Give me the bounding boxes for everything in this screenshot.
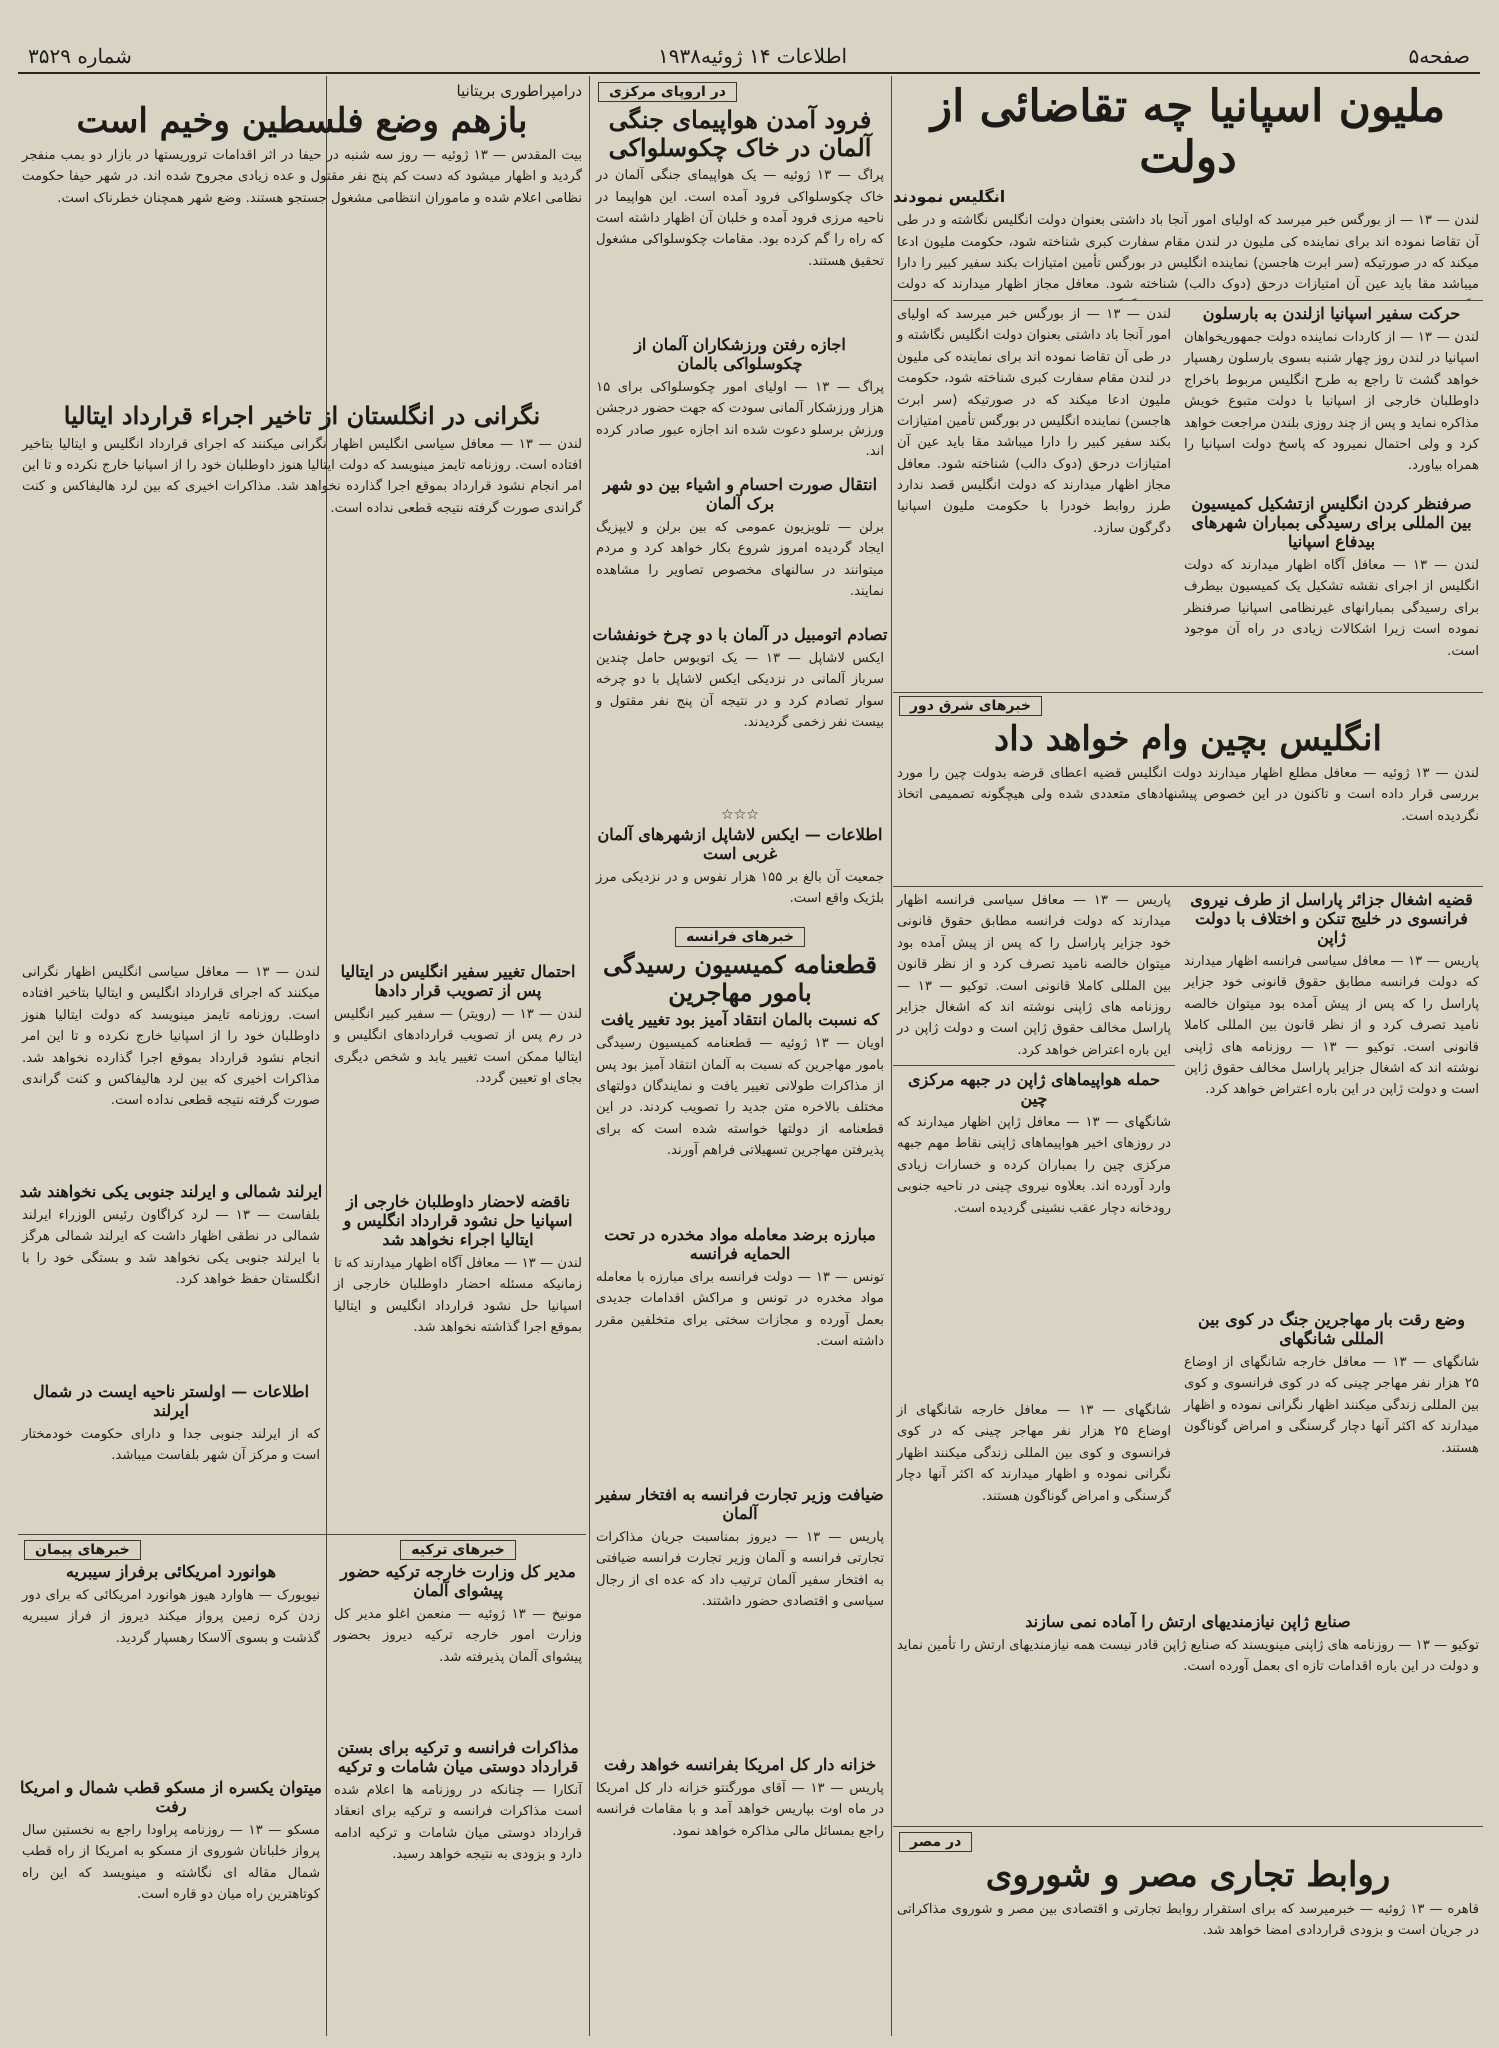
headline: قضیه اشغال جزائر پاراسل از طرف نیروی فرانسوی در خلیج تنکن و اختلاف با دولت ژاپن — [1190, 890, 1473, 947]
headline: انگلیس بچین وام خواهد داد — [994, 719, 1382, 759]
article-athletes — [592, 335, 888, 475]
article-paracel-islands — [1180, 890, 1483, 1310]
article-shanghai-cont — [893, 1400, 1175, 1610]
article-body: مسکو — ۱۳ — روزنامه پراودا راجع به نخستین سال پرواز خلبانان شوروی از مسکو به امریکا از راه قطب شمال مقاله ای نگاشته و مینویسد که این راه کوتاهترین راه میان دو قاره است. — [22, 1823, 320, 1903]
article-moscow-pole — [18, 1778, 324, 2040]
headline: حمله هواپیماهای ژاپن در جبهه مرکزی چین — [908, 1070, 1160, 1108]
article-spain-continued — [893, 304, 1175, 689]
headline: روابط تجاری مصر و شوروی — [985, 1855, 1391, 1895]
headline: میتوان یکسره از مسکو قطب شمال و امریکا رفت — [20, 1778, 322, 1816]
article-body: پاریس — ۱۳ — آقای مورگنتو خزانه دار کل امریکا در ماه اوت بپاریس خواهد آمد و با مقامات فرانسه راجع بمسائل مالی مذاکره خواهد نمود. — [596, 1781, 884, 1839]
article-bombing-commission — [1180, 494, 1483, 689]
headline: مبارزه برضد معامله مواد مخدره در تحت الحمایه فرانسه — [604, 1225, 876, 1263]
article-body: که از ایرلند جنوبی جدا و دارای حکومت خودمختار است و مرکز آن شهر بلفاست میباشد. — [22, 1427, 320, 1464]
article-refugee-commission — [592, 925, 888, 1225]
article-body: جمعیت آن بالغ بر ۱۵۵ هزار نفوس و در نزدیکی مرز بلژیک واقع است. — [596, 870, 885, 907]
section-label: خبرهای پیمان — [24, 1540, 141, 1560]
column-rule — [589, 76, 590, 2036]
headline: نگرانی در انگلستان از تاخیر اجراء قرارداد ایتالیا — [63, 401, 541, 430]
article-television — [592, 475, 888, 625]
article-body: اویان — ۱۳ ژوئیه — قطعنامه کمیسیون رسیدگی بامور مهاجرین که نسبت به آلمان انتقاد آمیز بود پس از مذاکرات طولانی تغییر یافت و نمایندگان دولتهای مختلف بالاخره متن جدید را تصویب کردند. در این قطعنامه از دولتها خواسته شده است که برای پذیرفتن مهاجرین تسهیلاتی فراهم آورند. — [596, 1036, 885, 1159]
headline: ایرلند شمالی و ایرلند جنوبی یکی نخواهند شد — [19, 1182, 323, 1201]
headline: حرکت سفیر اسپانیا ازلندن به بارسلون — [1202, 304, 1461, 323]
headline: مذاکرات فرانسه و ترکیه برای بستن قرارداد دوستی میان شامات و ترکیه — [337, 1738, 579, 1776]
headline: هوانورد امریکائی برفراز سیبریه — [65, 1562, 277, 1581]
article-body: نیویورک — هاوارد هیوز هوانورد امریکائی که برای دور زدن کره زمین پرواز میکند دیروز از فراز سیبریه گذشت و بسوی آلاسکا رهسپار گردید. — [22, 1588, 320, 1646]
article-japan-air-raid — [893, 890, 1175, 1400]
column-rule — [891, 76, 892, 2036]
article-palestine — [18, 80, 586, 400]
headline: بازهم وضع فلسطین وخیم است — [76, 101, 528, 141]
article-body: لندن — ۱۳ — (رویتر) — سفیر کبیر انگلیس در رم پس از تصویب قراردادهای انگلیس و ایتالیا ممکن است تغییر یابد و شخص دیگری بجای او تعیین گردد. — [334, 1007, 582, 1087]
article-spain-demands — [893, 80, 1483, 300]
article-body: لندن — ۱۳ — از بورگس خبر میرسد که اولیای امور آنجا باد داشتی بعنوان دولت انگلیس نگاشته و در طی آن تقاضا نموده اند برای نماینده کی ملیون در لندن مقام سفارت کبری شناخته شود، حکومت ملیون ادعا میکند که در صورتیکه (سر ابرت هاجسن) نماینده انگلیس در بورگس تأمین امتیازات بکند سفیر کبیر را دارا میباشد مقا باید عین آن امتیازات درحق (دوک دالب) شناخته شود. معافل مجاز اظهار میدارند که دولت — [897, 213, 1479, 293]
article-body: برلن — تلویزیون عمومی که بین برلن و لایپزیگ ایجاد گردیده امروز شروع بکار خواهد کرد و مردم میتوانند در سالنهای مخصوص تصاویر را مشاهده نمایند. — [596, 520, 884, 600]
section-label: خبرهای فرانسه — [675, 927, 805, 947]
section-label: در اروپای مرکزی — [598, 82, 737, 102]
article-body: لندن — ۱۳ — معافل آگاه اظهار میدارند که تا زمانیکه مسئله احضار داوطلبان خارجی از اسپانیا حل نشود قرارداد انگلیس و ایتالیا بموقع اجرا گذاشته نخواهد شد. — [334, 1256, 582, 1336]
article-body: پاریس — ۱۳ — معافل سیاسی فرانسه اظهار میدارند که دولت فرانسه مطابق حقوق قانونی خود جزایر پاراسل را که پس از پیش آمده بود میتوان خالصه نامید تصرف کرد و از نظر قانون بین المللی کاملا قانونی است. توکیو — ۱۳ — روزنامه های ژاپنی نوشته اند که اشغال جزایر پاراسل مخالف حقوق ژاپن است و دولت ژاپن در این باره اعتراض خواهد کرد. — [1184, 954, 1479, 1098]
column-rule — [326, 1068, 327, 2036]
subheadline: که نسبت بالمان انتقاد آمیز بود تغییر یافت — [600, 1010, 880, 1030]
article-body: تونس — ۱۳ — دولت فرانسه برای مبارزه با معامله مواد مخدره در تونس و مراکش اقدامات جدیدی بعمل آورده و مجازات سختی برای متخلفین مقرر داشته است. — [596, 1270, 885, 1350]
article-body: پراگ — ۱۳ ژوئیه — یک هواپیمای جنگی آلمان در خاک چکوسلواکی فرود آمده است. این هواپیما در ناحیه مرزی فرود آمده و خلبان آن اظهار داشته است که راه را گم کرده بود. مقامات چکوسلواکی مشغول تحقیق هستند. — [596, 168, 884, 269]
article-japan-industry — [893, 1612, 1483, 1802]
article-body: قاهره — ۱۳ ژوئیه — خبرمیرسد که برای استقرار روابط تجارتی و اقتصادی بین مصر و شوروی مذاکراتی در جریان است و بزودی قراردادی امضا خواهد شد. — [897, 1902, 1479, 1939]
section-divider — [893, 886, 1483, 887]
article-trade-minister — [592, 1485, 888, 1755]
divider — [893, 1065, 1175, 1066]
article-egypt-soviet — [893, 1830, 1483, 2040]
article-body: پاریس — ۱۳ — معافل سیاسی فرانسه اظهار میدارند که دولت فرانسه مطابق حقوق قانونی خود جزایر پاراسل را که پس از پیش آمده بود میتوان خالصه نامید تصرف کرد و از نظر قانون بین المللی کاملا قانونی است. توکیو — ۱۳ — روزنامه های ژاپنی نوشته اند که اشغال جزایر پاراسل مخالف حقوق ژاپن است و دولت ژاپن در این باره اعتراض خواهد کرد. — [897, 893, 1171, 1058]
article-body: لندن — ۱۳ — از بورگس خبر میرسد که اولیای امور آنجا باد داشتی بعنوان دولت انگلیس نگاشته و در طی آن تقاضا نموده اند برای نماینده کی ملیون در لندن مقام سفارت کبری شناخته شود، حکومت ملیون ادعا میکند که در صورتیکه (سر ابرت هاجسن) نماینده انگلیس در بورگس تأمین امتیازات بکند سفیر کبیر را دارا میباشد مقا باید عین آن امتیازات درحق (دوک دالب) شناخته شود. معافل مجاز اظهار میدارند که دولت انگلیس قصد ندارد طرز روابط خودرا با حکومت ملیون اسپانیا دگرگون سازد. — [897, 307, 1171, 536]
headline: وضع رقت بار مهاجرین جنگ در کوی بین المللی شانگهای — [1198, 1310, 1465, 1348]
article-body: مونیخ — ۱۳ ژوئیه — منعمن اغلو مدیر کل وزارت امور خارجه ترکیه دیروز بحضور پیشوای آلمان پذیرفته شد. — [334, 1607, 582, 1665]
masthead — [18, 38, 1480, 74]
headline: ملیون اسپانیا چه تقاضائی از دولت — [930, 81, 1446, 183]
issue-number: شماره ۳۵۲۹ — [28, 44, 132, 68]
section-divider — [893, 300, 1483, 301]
article-body: پاریس — ۱۳ — دیروز بمناسبت جریان مذاکرات تجارتی فرانسه و آلمان وزیر تجارت فرانسه ضیافتی به افتخار سفیر آلمان ترتیب داد که عده ای از رجال سیاسی و اقتصادی حضور داشتند. — [596, 1530, 884, 1610]
headline: اطلاعات — اولستر ناحیه ایست در شمال ایرلند — [32, 1382, 310, 1420]
article-american-aviator — [18, 1538, 324, 1778]
headline: خزانه دار کل امریکا بفرانسه خواهد رفت — [603, 1755, 877, 1774]
headline: صرفنظر کردن انگلیس ازتشکیل کمیسیون بین المللی برای رسیدگی بمباران شهرهای بیدفاع اسپانیا — [1191, 494, 1472, 551]
article-shanghai-refugees — [1180, 1310, 1483, 1610]
article-german-plane — [592, 80, 888, 335]
article-china-loan — [893, 694, 1483, 884]
article-ambassador-change — [330, 962, 586, 1192]
section-divider — [893, 1826, 1483, 1827]
article-turkey-france — [330, 1738, 586, 2038]
article-body: لندن — ۱۳ — معافل سیاسی انگلیس اظهار نگرانی میکنند که اجرای قرارداد انگلیس و ایتالیا بتاخیر افتاده است. روزنامه تایمز مینویسد که دولت ایتالیا هنوز داوطلبان خود را از اسپانیا خارج نکرده و تا این امر انجام نشود قرارداد بموقع اجرا گذارده نخواهد شد. مذاکرات اخیری که بین لرد هالیفاکس و کنت گراندی صورت گرفته نتیجه قطعی نداده است. — [22, 436, 582, 516]
article-body: توکیو — ۱۳ — روزنامه های ژاپنی مینویسند که صنایع ژاپن قادر نیست همه نیازمندیهای ارتش را تأمین نماید و دولت در این باره اقدامات تازه ای بعمل آورده است. — [897, 1638, 1479, 1675]
article-italy-agreement — [18, 400, 586, 960]
headline: تصادم اتومبیل در آلمان با دو چرخ خونفشات — [592, 625, 888, 644]
section-label: صفحه۵ — [1408, 44, 1470, 68]
article-body: شانگهای — ۱۳ — معافل خارجه شانگهای از اوضاع ۲۵ هزار نفر مهاجر چینی که در کوی فرانسوی و کوی بین المللی زندگی میکنند اظهار نگرانی نموده و اظهار میدارند که اکثر آنها دچار گرسنگی و امراض گوناگون هستند. — [1184, 1355, 1479, 1456]
article-us-treasurer — [592, 1755, 888, 2040]
article-narcotics — [592, 1225, 888, 1485]
article-volunteers — [330, 1192, 586, 1492]
article-spanish-envoy — [1180, 304, 1483, 494]
article-bus-crash — [592, 625, 888, 805]
article-ireland — [18, 1182, 324, 1382]
section-divider — [893, 692, 1483, 693]
headline: ضیافت وزیر تجارت فرانسه به افتخار سفیر آلمان — [596, 1485, 884, 1523]
article-body: بیت المقدس — ۱۳ ژوئیه — روز سه شنبه در حیفا در اثر اقدامات تروریستها در بازار دو بمب منفجر گردید و اظهار میشود که دست کم پنج نفر مقتول و عده زیادی مجروح شده اند. در شهر حیفا حکومت نظامی اعلام شده و ماموران انتظامی مشغول جستجو هستند. وضع شهر همچنان خطرناک است. — [22, 148, 582, 206]
article-body: آنکارا — چنانکه در روزنامه ها اعلام شده است مذاکرات فرانسه و ترکیه برای انعقاد قرارداد دوستی میان شامات و ترکیه ادامه دارد و بزودی به نتیجه خواهد رسید. — [334, 1783, 582, 1863]
article-italy-cont — [18, 962, 324, 1182]
article-turkey-official — [330, 1538, 586, 1738]
article-body: لندن — ۱۳ ژوئیه — معافل مطلع اظهار میدارند دولت انگلیس قضیه اعطای قرضه بدولت چین را مورد بررسی قرار داده است و تاکنون در این خصوص پیشنهادهای متعددی شده ولی هیچگونه تصمیمی اتخاذ نگردیده است. — [897, 766, 1479, 824]
article-body: ایکس لاشاپل — ۱۳ — یک اتوبوس حامل چندین سرباز آلمانی در نزدیکی ایکس لاشاپل با دو چرخه سوار تصادم کرد و در نتیجه آن پنج نفر مقتول و بیست نفر زخمی گردیدند. — [596, 651, 884, 731]
headline: احتمال تغییر سفیر انگلیس در ایتالیا پس از تصویب قرار دادها — [340, 962, 576, 1000]
section-label: در مصر — [899, 1832, 972, 1852]
article-aachen-info — [592, 805, 888, 925]
headline: اجازه رفتن ورزشکاران آلمان از چکوسلواکی بالمان — [634, 335, 846, 373]
headline: انتقال صورت احسام و اشیاء بین دو شهر برک آلمان — [602, 475, 878, 513]
article-body: پراگ — ۱۳ — اولیای امور چکوسلواکی برای ۱۵ هزار ورزشکار آلمانی سودت که جهت حضور درجشن ورزش برسلو دعوت شده اند اجازه عبور صادر کرده اند. — [596, 380, 884, 460]
headline: مدیر کل وزارت خارجه ترکیه حضور پیشوای آلمان — [340, 1562, 576, 1600]
article-body: شانگهای — ۱۳ — معافل خارجه شانگهای از اوضاع ۲۵ هزار نفر مهاجر چینی که در کوی فرانسوی و کوی بین المللی زندگی میکنند اظهار نگرانی نموده و اظهار میدارند که اکثر آنها دچار گرسنگی و امراض گوناگون هستند. — [897, 1403, 1171, 1504]
headline: فرود آمدن هواپیمای جنگی آلمان در خاک چکوسلواکی — [608, 105, 872, 162]
section-label: خبرهای ترکیه — [400, 1540, 516, 1560]
headline: اطلاعات — ایکس لاشاپل ازشهرهای آلمان غربی است — [597, 825, 883, 863]
article-body: لندن — ۱۳ — معافل سیاسی انگلیس اظهار نگرانی میکنند که اجرای قرارداد انگلیس و ایتالیا بتاخیر افتاده است. روزنامه تایمز مینویسد که دولت ایتالیا هنوز داوطلبان خود را از اسپانیا خارج نکرده و تا این امر انجام نشود قرارداد بموقع اجرا گذارده نخواهد شد. مذاکرات اخیری که بین لرد هالیفاکس و کنت گراندی صورت گرفته نتیجه قطعی نداده است. — [22, 965, 320, 1109]
star-ornament: ☆☆☆ — [721, 807, 759, 823]
section-divider — [18, 1534, 586, 1535]
article-body: لندن — ۱۳ — معافل آگاه اظهار میدارند که دولت انگلیس از اجرای نقشه تشکیل یک کمیسیون بیطرف برای رسیدگی بمبارانهای غیرنظامی اسپانیا صرفنظر نموده است زیرا اشکالات زیادی در راه آن موجود است. — [1184, 558, 1479, 659]
headline: صنایع ژاپن نیازمندیهای ارتش را آماده نمی سازند — [1025, 1612, 1351, 1631]
date-line: اطلاعات ۱۴ ژوئیه۱۹۳۸ — [658, 44, 848, 68]
article-ulster-info — [18, 1382, 324, 1532]
article-body: شانگهای — ۱۳ — معافل ژاپن اظهار میدارند که در روزهای اخیر هواپیماهای ژاپنی نقاط مهم جبهه مرکزی چین را بمباران کرده و خسارات زیادی وارد آورده اند. بعلاوه نیروی چینی در ناحیه جنوبی رودخانه دچار عقب نشینی گردیده است. — [897, 1115, 1171, 1216]
headline: قطعنامه کمیسیون رسیدگی بامور مهاجرین — [603, 950, 877, 1007]
kicker: درامپراطوری بریتانیا — [456, 82, 582, 100]
article-body: لندن — ۱۳ — از کاردات نماینده دولت جمهوریخواهان اسپانیا در لندن روز چهار شنبه بسوی بارسلون رهسپار خواهد گشت تا راجع به طرح انگلیس مربوط باخراج داوطلبان خارجی از اسپانیا با دولت متبوع خویش مذاکره نماید و پس از چند روزی بلندن مراجعت خواهد کرد و ولی احتمال نمیرود که پاسخ دولت اسپانیا را همراه بیاورد. — [1184, 330, 1479, 474]
headline: ناقضه لاحضار داوطلبان خارجی از اسپانیا حل نشود قرارداد انگلیس و ایتالیا اجراء نخواهد شد — [343, 1192, 573, 1249]
subheadline: انگلیس نمودند — [893, 187, 1006, 207]
section-label: خبرهای شرق دور — [899, 696, 1042, 716]
article-body: بلفاست — ۱۳ — لرد کراگاون رئیس الوزراء ایرلند شمالی در نطقی اظهار داشت که ایرلند شمالی هرگز با ایرلند جنوبی یکی نخواهد شد و بستگی خود را با انگلستان حفظ خواهد کرد. — [22, 1208, 320, 1288]
